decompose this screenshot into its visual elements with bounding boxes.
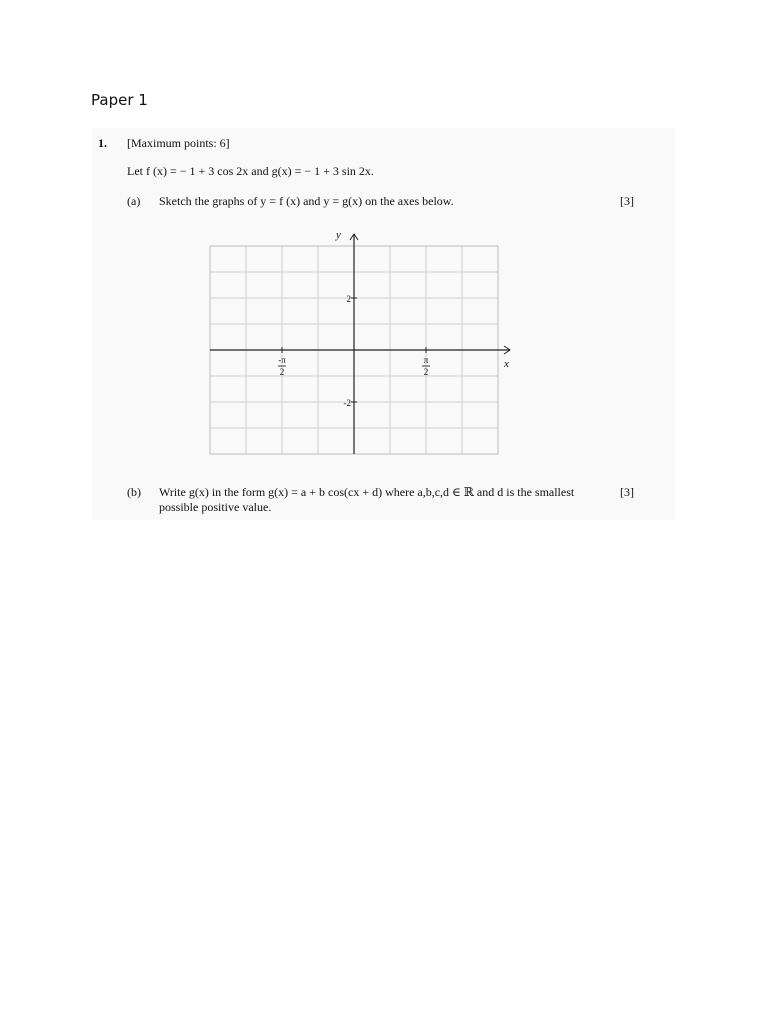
part-a-label: (a) [127, 194, 141, 208]
part-a-marks: [3] [620, 194, 634, 208]
part-b-marks: [3] [620, 485, 634, 499]
paper-heading: Paper 1 [91, 91, 148, 109]
exam-question-block [92, 128, 675, 520]
axes-grid-svg [196, 228, 536, 468]
question-max-points: [Maximum points: 6] [127, 136, 230, 150]
x-tick-label-denominator: 2 [279, 367, 285, 377]
x-axis-label: x [504, 358, 509, 370]
function-definition: Let f (x) = − 1 + 3 cos 2x and g(x) = − 1 + 3 sin 2x. [127, 164, 374, 178]
x-tick-label-denominator: 2 [423, 367, 429, 377]
part-a-text: Sketch the graphs of y = f (x) and y = g(x) on the axes below. [159, 194, 454, 208]
y-axis-label: y [336, 229, 341, 241]
y-tick-label: -2 [343, 398, 351, 408]
axes-grid [196, 228, 536, 468]
x-tick-label-numerator: π [423, 355, 429, 365]
question-number: 1. [98, 136, 107, 150]
part-b-label: (b) [127, 485, 141, 499]
x-tick-label-numerator: -π [278, 355, 286, 365]
part-b-text: Write g(x) in the form g(x) = a + b cos(cx + d) where a,b,c,d ∈ ℝ and d is the smallest possible positive value. [159, 485, 575, 514]
y-tick-label: 2 [346, 294, 351, 304]
